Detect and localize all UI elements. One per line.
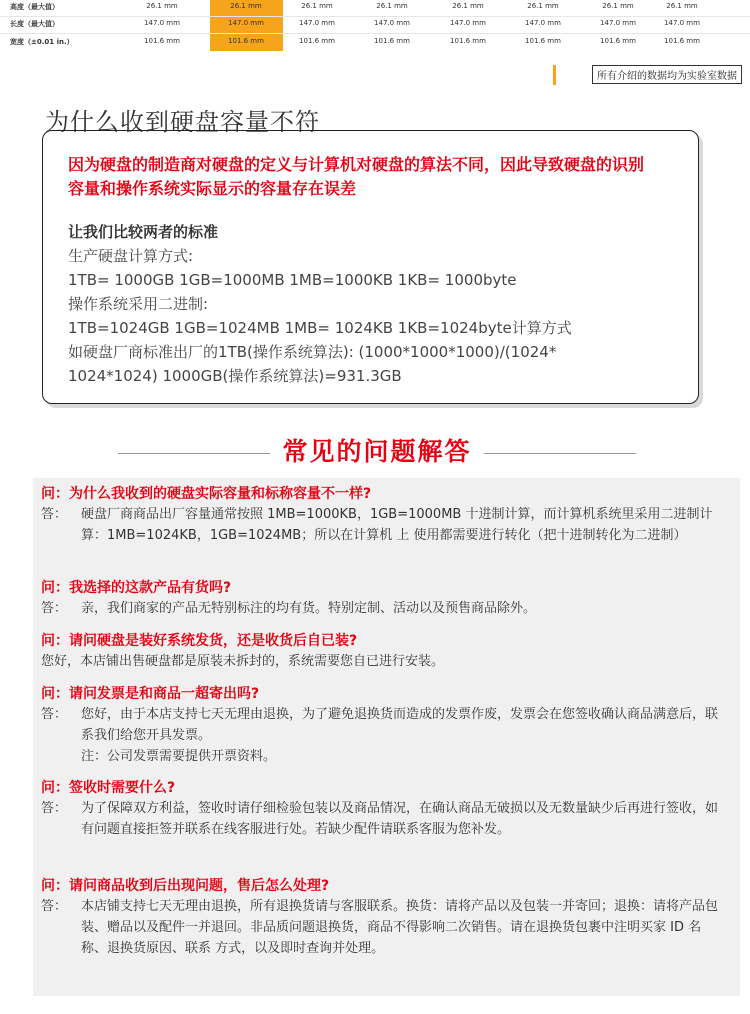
spec-cell: 147.0 mm <box>664 19 700 27</box>
header-divider-right <box>484 453 636 454</box>
spec-cell: 26.1 mm <box>452 2 484 10</box>
answer-text: 本店铺支持七天无理由退换，所有退换货请与客服联系。换货：请将产品以及包装一并寄回；退换：请将产品包装、赠品以及配件一并退回。非品质问题退换货，商品不得影响二次销售。请在退换货包裹中注明买家 ID 名称、退换货原因、联系 方式，以及即时查询并处理。 <box>81 899 719 956</box>
spec-cell: 101.6 mm <box>144 37 180 45</box>
answer-prefix: 答： <box>41 507 68 522</box>
spec-cell: 147.0 mm <box>228 19 264 27</box>
faq-item <box>41 778 721 840</box>
spec-cell: 26.1 mm <box>301 2 333 10</box>
comparison-line: 如硬盘厂商标准出厂的1TB(操作系统算法): (1000*1000*1000)/(1024* <box>68 343 557 361</box>
answer-note: 注：公司发票需要提供开票资料。 <box>81 749 277 764</box>
spec-cell: 101.6 mm <box>450 37 486 45</box>
answer-prefix: 答： <box>41 707 68 722</box>
answer-prefix: 答： <box>41 601 68 616</box>
answer-text: 您好，由于本店支持七天无理由退换，为了避免退换货而造成的发票作废，发票会在您签收确认商品满意后，联系我们给您开具发票。 <box>81 707 719 743</box>
spec-cell: 101.6 mm <box>299 37 335 45</box>
spec-row-width <box>0 35 750 52</box>
capacity-reason-text: 因为硬盘的制造商对硬盘的定义与计算机对硬盘的算法不同，因此导致硬盘的识别容量和操作系统实际显示的容量存在误差 <box>68 155 645 198</box>
faq-answer <box>41 798 721 840</box>
capacity-explanation-box <box>42 130 699 404</box>
faq-answer <box>41 598 721 619</box>
faq-answer <box>41 704 721 767</box>
faq-question: 问：签收时需要什么? <box>41 780 176 796</box>
answer-text: 亲，我们商家的产品无特别标注的均有货。特别定制、活动以及预售商品除外。 <box>81 601 537 616</box>
header-divider-left <box>118 453 270 454</box>
answer-text: 硬盘厂商商品出厂容量通常按照 1MB=1000KB，1GB=1000MB 十进制计算，而计算机系统里采用二进制计算：1MB=1024KB，1GB=1024MB；所以在计算机 上 使用都需要进行转化（把十进制转化为二进制） <box>81 507 713 543</box>
spec-cell: 26.1 mm <box>376 2 408 10</box>
spec-cell: 147.0 mm <box>525 19 561 27</box>
answer-prefix: 答： <box>41 899 68 914</box>
answer-text: 为了保障双方利益，签收时请仔细检验包装以及商品情况，在确认商品无破损以及无数量缺少后再进行签收，如有问题直接拒签并联系在线客服进行处。若缺少配件请联系客服为您补发。 <box>81 801 719 837</box>
faq-question: 问：请问商品收到后出现问题，售后怎么处理? <box>41 878 330 894</box>
comparison-line: 操作系统采用二进制: <box>68 295 209 313</box>
spec-cell: 26.1 mm <box>602 2 634 10</box>
comparison-lines <box>68 244 668 388</box>
note-accent-bar <box>553 65 556 85</box>
spec-cell: 101.6 mm <box>525 37 561 45</box>
faq-question: 问：为什么我收到的硬盘实际容量和标称容量不一样? <box>41 486 372 502</box>
spec-label: 长度（最大值） <box>10 20 59 28</box>
lab-data-note: 所有介绍的数据均为实验室数据 <box>592 65 742 84</box>
answer-text: 您好，本店铺出售硬盘都是原装未拆封的，系统需要您自已进行安装。 <box>41 654 445 669</box>
spec-label: 宽度（±0.01 in.） <box>10 38 74 46</box>
faq-answer <box>41 504 721 546</box>
spec-row-height <box>0 0 750 17</box>
spec-cell: 147.0 mm <box>374 19 410 27</box>
faq-item <box>41 684 721 767</box>
faq-answer <box>41 651 721 672</box>
spec-cell: 26.1 mm <box>527 2 559 10</box>
comparison-line: 1024*1024) 1000GB(操作系统算法)=931.3GB <box>68 367 402 385</box>
spec-cell: 147.0 mm <box>600 19 636 27</box>
faq-item <box>41 484 721 546</box>
faq-question: 问：请问硬盘是装好系统发货，还是收货后自已装? <box>41 633 358 649</box>
spec-label: 高度（最大值） <box>10 3 59 11</box>
spec-cell: 101.6 mm <box>664 37 700 45</box>
faq-question: 问：我选择的这款产品有货吗? <box>41 580 232 596</box>
row-divider <box>0 33 750 34</box>
answer-prefix: 答： <box>41 801 68 816</box>
spec-cell: 26.1 mm <box>146 2 178 10</box>
spec-cell: 147.0 mm <box>450 19 486 27</box>
spec-cell: 101.6 mm <box>600 37 636 45</box>
faq-item <box>41 578 721 619</box>
faq-question: 问：请问发票是和商品一超寄出吗? <box>41 686 260 702</box>
comparison-subtitle: 让我们比较两者的标准 <box>68 223 219 241</box>
spec-cell: 26.1 mm <box>666 2 698 10</box>
comparison-line: 1TB= 1000GB 1GB=1000MB 1MB=1000KB 1KB= 1000byte <box>68 271 517 289</box>
comparison-line: 1TB=1024GB 1GB=1024MB 1MB= 1024KB 1KB=1024byte计算方式 <box>68 319 572 337</box>
spec-cell: 147.0 mm <box>299 19 335 27</box>
faq-answer <box>41 896 721 959</box>
spec-cell: 101.6 mm <box>228 37 264 45</box>
faq-item <box>41 631 721 672</box>
faq-panel <box>33 478 740 996</box>
spec-cell: 26.1 mm <box>230 2 262 10</box>
spec-cell: 101.6 mm <box>374 37 410 45</box>
faq-item <box>41 876 721 959</box>
faq-title: 常见的问题解答 <box>282 437 472 466</box>
faq-header <box>0 432 750 468</box>
comparison-line: 生产硬盘计算方式: <box>68 247 194 265</box>
spec-cell: 147.0 mm <box>144 19 180 27</box>
capacity-section-title: 为什么收到硬盘容量不符 <box>45 108 320 136</box>
spec-row-length <box>0 17 750 34</box>
